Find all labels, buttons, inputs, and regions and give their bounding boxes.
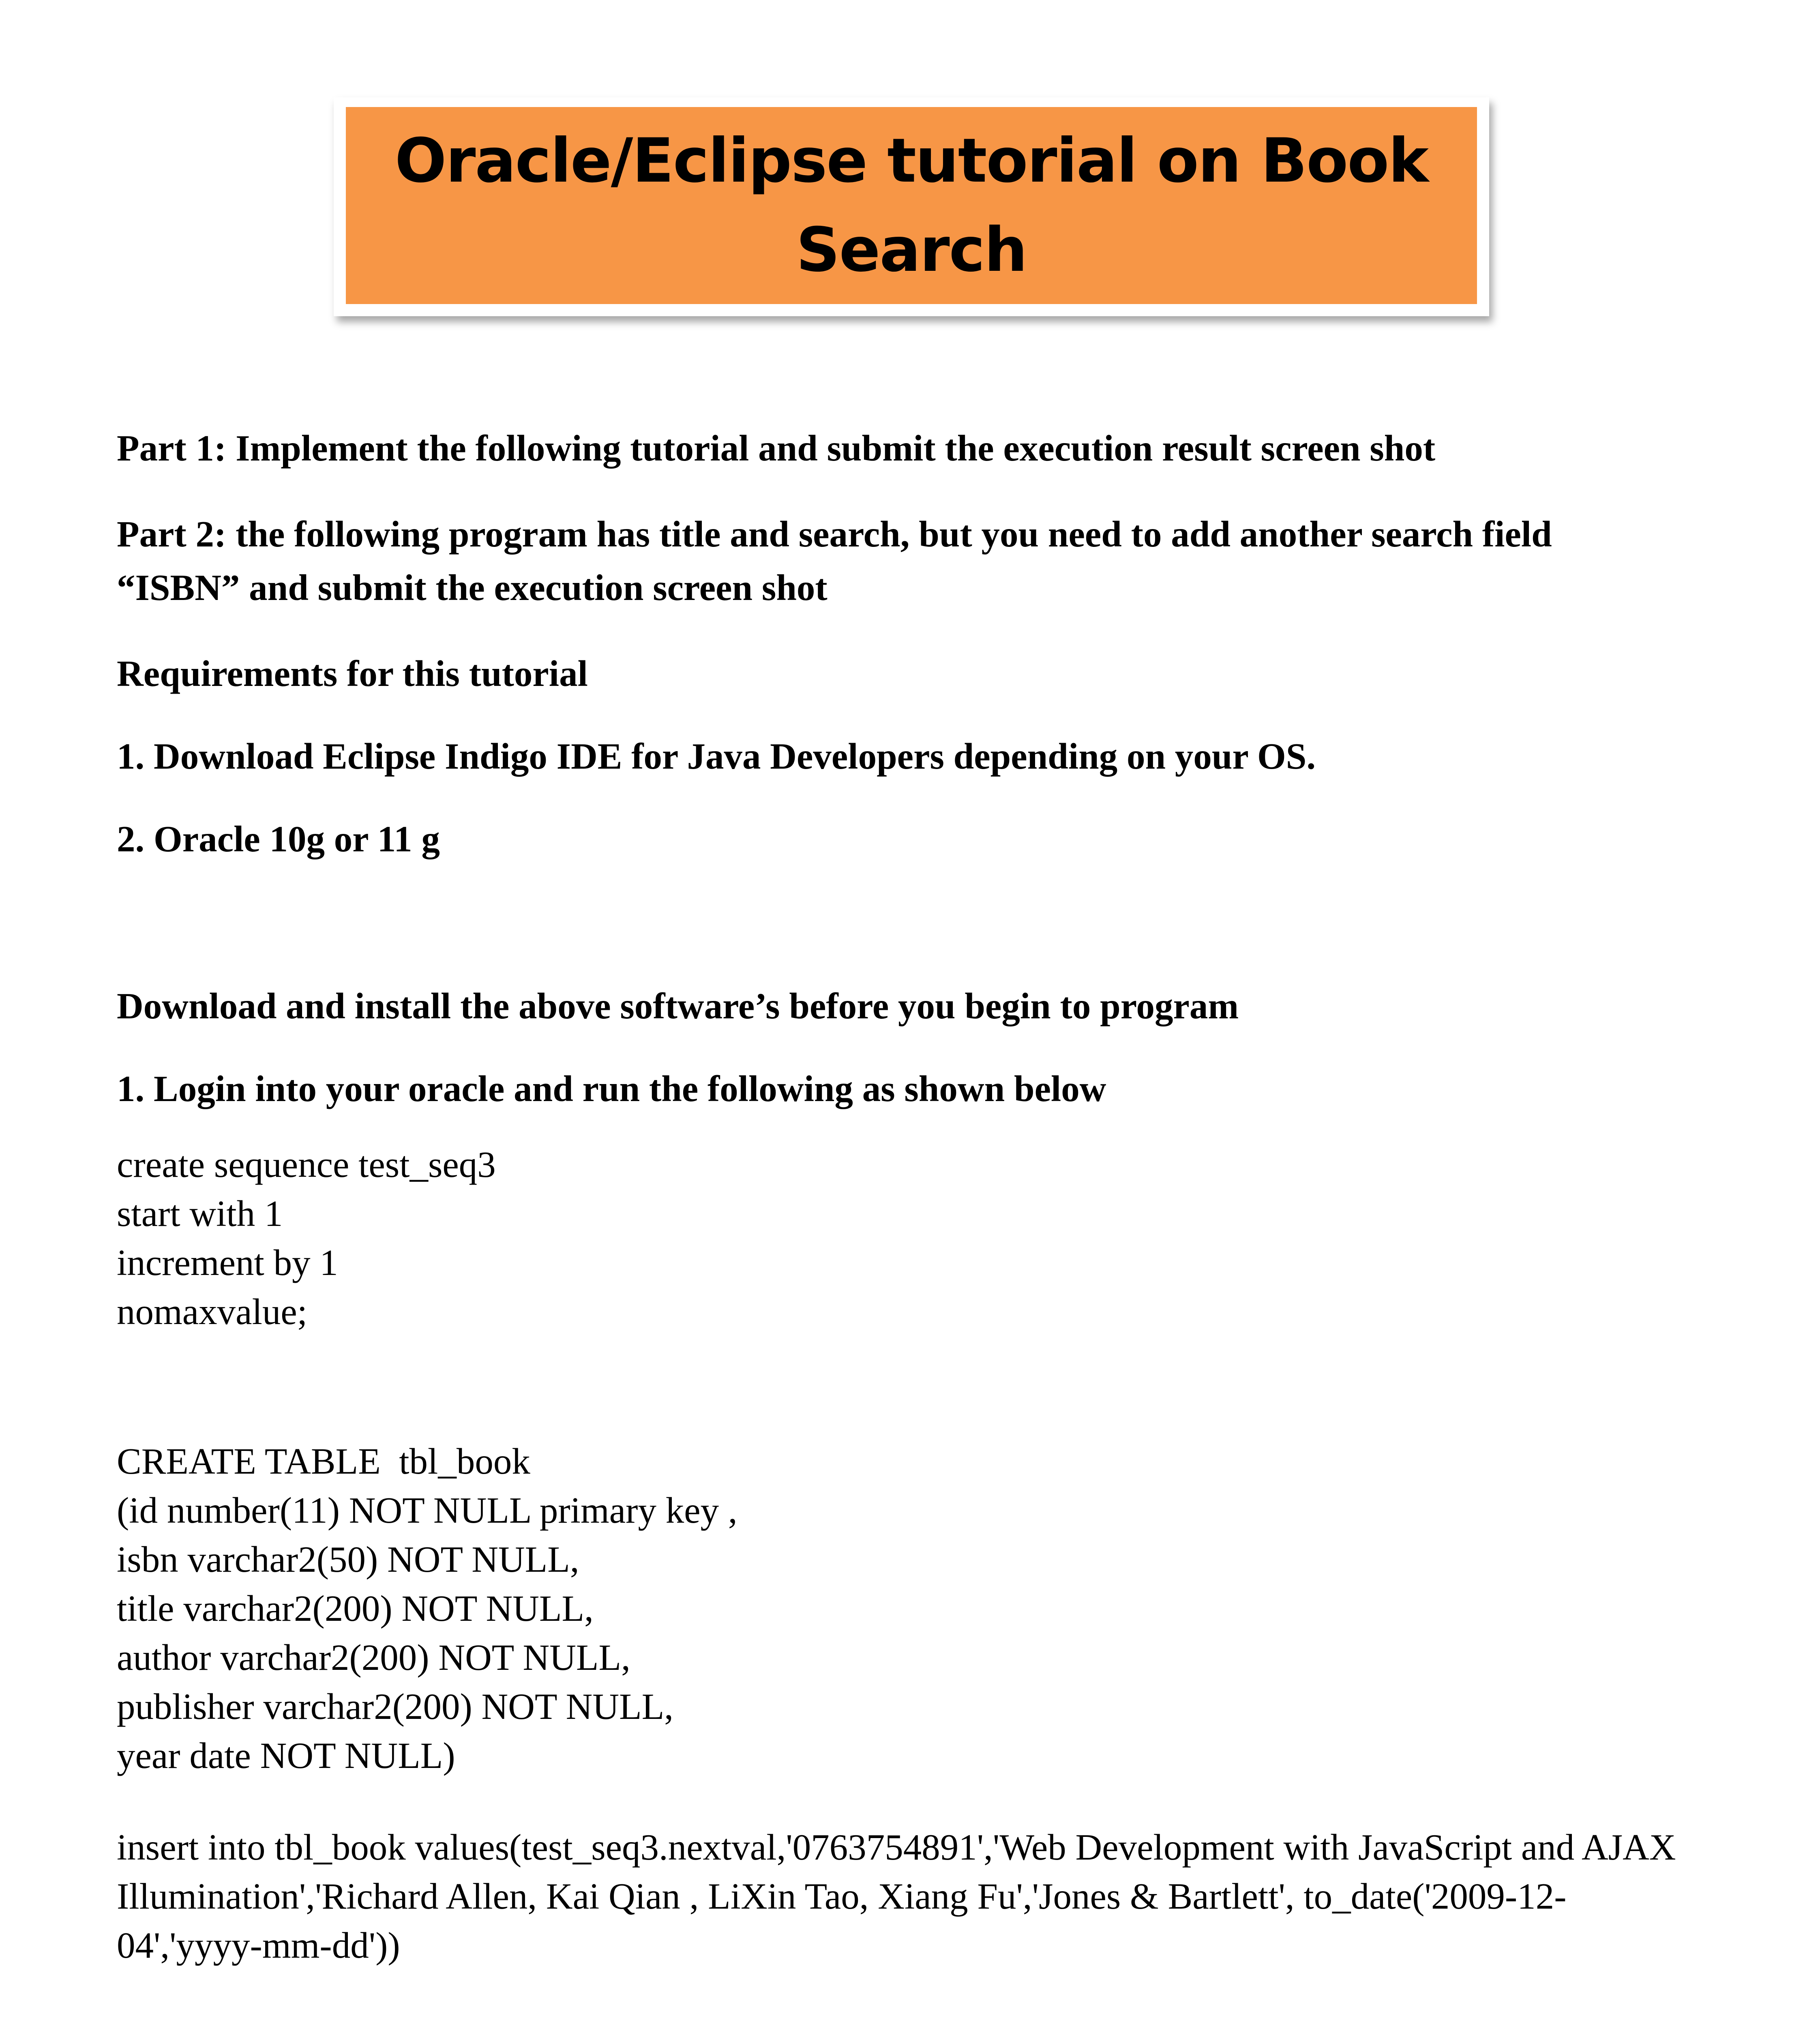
part-1-instruction: Part 1: Implement the following tutorial and submit the execution result screen shot: [117, 428, 1436, 469]
code-line: Illumination','Richard Allen, Kai Qian , LiXin Tao, Xiang Fu','Jones & Bartlett', to_date('2009-12-: [117, 1876, 1567, 1917]
document-body: [117, 422, 1739, 2027]
title-banner-fill: [346, 107, 1477, 304]
code-line: CREATE TABLE tbl_book: [117, 1441, 530, 1482]
requirements-heading: Requirements for this tutorial: [117, 653, 588, 694]
part-2-instruction: [117, 508, 1739, 615]
title-banner: [334, 97, 1489, 316]
part-2-line-2: “ISBN” and submit the execution screen shot: [117, 567, 827, 608]
code-line: create sequence test_seq3: [117, 1144, 496, 1185]
code-line: increment by 1: [117, 1242, 338, 1283]
page-title: Oracle/Eclipse tutorial on Book Search: [394, 126, 1428, 285]
code-line: insert into tbl_book values(test_seq3.nextval,'0763754891','Web Development with JavaScript and AJAX: [117, 1827, 1676, 1868]
code-line: author varchar2(200) NOT NULL,: [117, 1637, 630, 1678]
part-2-line-1: Part 2: the following program has title and search, but you need to add another search field: [117, 514, 1552, 555]
requirement-item-1: 1. Download Eclipse Indigo IDE for Java Developers depending on your OS.: [117, 736, 1316, 777]
requirement-item-2: 2. Oracle 10g or 11 g: [117, 819, 440, 859]
code-line: nomaxvalue;: [117, 1291, 308, 1332]
code-line: publisher varchar2(200) NOT NULL,: [117, 1686, 674, 1727]
download-note: Download and install the above software’s before you begin to program: [117, 986, 1239, 1026]
code-line: isbn varchar2(50) NOT NULL,: [117, 1539, 579, 1580]
create-table-sql-block: [117, 1437, 1739, 1780]
sequence-sql-block: [117, 1140, 1739, 1336]
code-line: year date NOT NULL): [117, 1735, 455, 1776]
step-1-instruction: 1. Login into your oracle and run the following as shown below: [117, 1068, 1106, 1109]
insert-sql-block-1: [117, 1823, 1739, 1970]
code-line: title varchar2(200) NOT NULL,: [117, 1588, 594, 1629]
code-line: 04','yyyy-mm-dd')): [117, 1925, 400, 1966]
code-line: start with 1: [117, 1193, 283, 1234]
code-line: (id number(11) NOT NULL primary key ,: [117, 1490, 737, 1531]
